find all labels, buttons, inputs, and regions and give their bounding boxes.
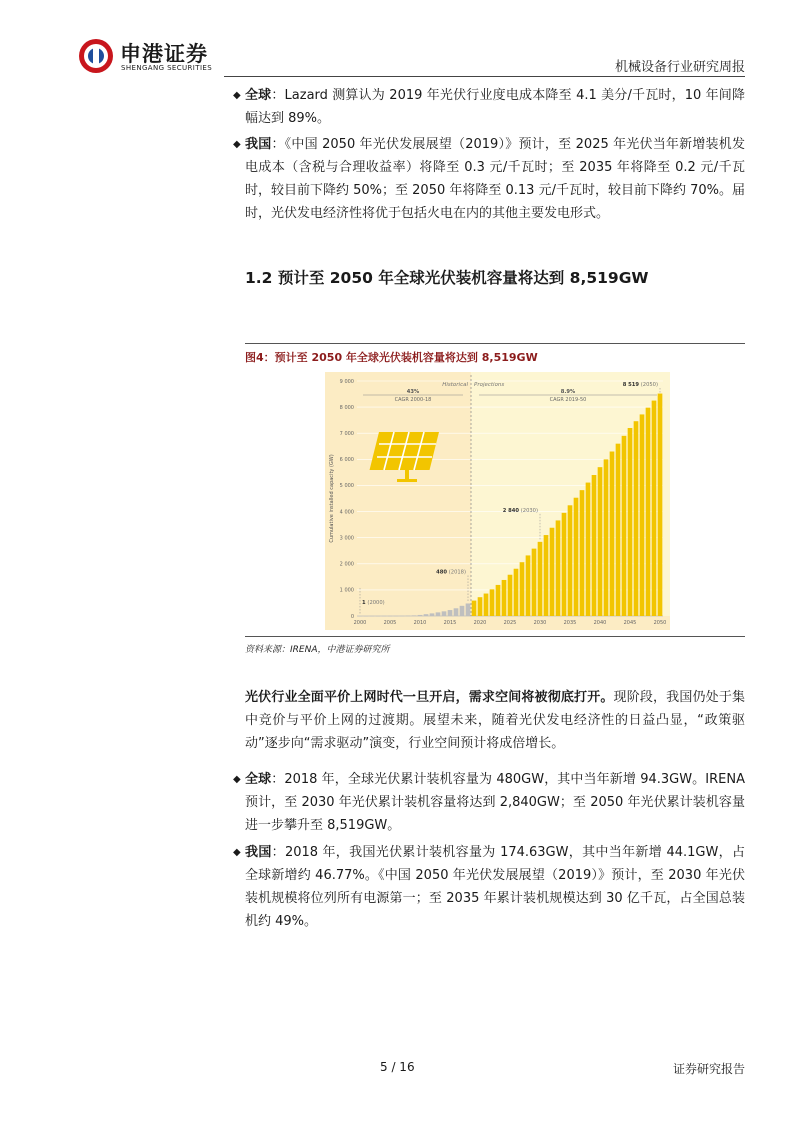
x-tick-label: 2020 bbox=[473, 620, 487, 626]
bullet-text: ：《中国 2050 年光伏发展展望（2019）》预计，至 2025 年光伏当年新增装机发电成本（含税与合理收益率）将降至 0.3 元/千瓦时；至 2035 年将降至 0.2 元/千瓦时，较目前下降约 50%；至 2050 年将降至 0.13 元/千瓦时，较目前下降约 70%。届时，光伏发电经济性将优于包括火电在内的其他主要发电形式。 bbox=[245, 137, 745, 221]
logo-english-name: SHENGANG SECURITIES bbox=[121, 64, 213, 72]
bar-2019 bbox=[472, 601, 477, 616]
bar-2032 bbox=[550, 528, 555, 616]
y-axis-label: Cumulative installed capacity (GW) bbox=[329, 454, 335, 543]
bullet-china-cost bbox=[233, 133, 745, 225]
bar-2015 bbox=[448, 610, 453, 616]
bar-2041 bbox=[604, 459, 609, 616]
bar-2014 bbox=[442, 611, 447, 616]
y-tick-label: 0 bbox=[350, 613, 354, 620]
bar-2049 bbox=[652, 401, 657, 616]
bar-2035 bbox=[568, 505, 573, 616]
bar-2027 bbox=[520, 562, 525, 616]
y-tick-label: 7 000 bbox=[339, 431, 354, 438]
y-tick-label: 4 000 bbox=[339, 509, 354, 516]
cagr-label: CAGR 2019-50 bbox=[549, 397, 587, 403]
y-tick-label: 2 000 bbox=[339, 561, 354, 568]
x-tick-label: 2050 bbox=[653, 620, 667, 626]
projections-label: Projections bbox=[474, 382, 505, 388]
x-tick-label: 2025 bbox=[503, 620, 517, 626]
y-tick-label: 9 000 bbox=[339, 378, 354, 385]
cagr-value: 43% bbox=[406, 389, 420, 395]
bar-2044 bbox=[622, 436, 627, 616]
bar-2004 bbox=[382, 616, 387, 617]
figure-source: 资料来源：IRENA，中港证券研究所 bbox=[245, 645, 390, 655]
bar-2013 bbox=[436, 612, 441, 616]
bar-2047 bbox=[640, 414, 645, 616]
bar-2007 bbox=[400, 616, 405, 617]
figure-caption: 图4：预计至 2050 年全球光伏装机容量将达到 8,519GW bbox=[245, 351, 538, 364]
bar-2036 bbox=[574, 498, 579, 616]
bullet-icon: ◆ bbox=[233, 847, 241, 858]
bar-2020 bbox=[478, 597, 483, 616]
bar-2022 bbox=[490, 589, 495, 616]
x-tick-label: 2015 bbox=[443, 620, 457, 626]
y-tick-label: 1 000 bbox=[339, 587, 354, 594]
historical-label: Historical bbox=[442, 382, 468, 388]
bar-2011 bbox=[424, 614, 429, 616]
logo-name: 申港证券 bbox=[120, 42, 208, 66]
bullet-label: 我国 bbox=[245, 845, 272, 860]
annotation-label: 8 519 (2050) bbox=[622, 382, 658, 388]
bar-2008 bbox=[406, 616, 411, 617]
bar-2042 bbox=[610, 452, 615, 617]
bar-2005 bbox=[388, 616, 393, 617]
bar-2010 bbox=[418, 615, 423, 616]
bar-2039 bbox=[592, 475, 597, 616]
capacity-chart bbox=[325, 372, 670, 630]
bar-2025 bbox=[508, 575, 513, 616]
bullet-icon: ◆ bbox=[233, 774, 241, 785]
bar-2024 bbox=[502, 580, 507, 616]
market-outlook-paragraph bbox=[245, 686, 745, 755]
bullet-icon: ◆ bbox=[233, 90, 241, 101]
x-tick-label: 2000 bbox=[353, 620, 367, 626]
bar-2016 bbox=[454, 608, 459, 616]
bar-2048 bbox=[646, 408, 651, 616]
bar-2018 bbox=[466, 603, 471, 616]
bar-2002 bbox=[370, 616, 375, 617]
bar-2023 bbox=[496, 585, 501, 616]
y-tick-label: 5 000 bbox=[339, 483, 354, 490]
header-divider bbox=[224, 76, 745, 77]
logo-icon bbox=[78, 38, 114, 74]
cagr-label: CAGR 2000-18 bbox=[394, 397, 432, 403]
bar-2029 bbox=[532, 549, 537, 616]
figure-top-rule bbox=[245, 343, 745, 344]
bar-2003 bbox=[376, 616, 381, 617]
bar-2006 bbox=[394, 616, 399, 617]
bar-2001 bbox=[364, 616, 369, 617]
bullet-text: ：Lazard 测算认为 2019 年光伏行业度电成本降至 4.1 美分/千瓦时，10 年间降幅达到 89%。 bbox=[245, 88, 745, 126]
paragraph-lead: 光伏行业全面平价上网时代一旦开启，需求空间将被彻底打开。 bbox=[245, 690, 614, 705]
x-tick-label: 2040 bbox=[593, 620, 607, 626]
x-tick-label: 2035 bbox=[563, 620, 577, 626]
bar-2000 bbox=[358, 616, 363, 617]
bullet-text: ：2018 年，我国光伏累计装机容量为 174.63GW，其中当年新增 44.1GW，占全球新增约 46.77%。《中国 2050 年光伏发展展望（2019）》预计，至 2030 年光伏装机规模将位列所有电源第一；至 2035 年累计装机规模达到 30 亿千瓦，占全国总装机约 49%。 bbox=[245, 845, 745, 929]
bar-2045 bbox=[628, 428, 633, 616]
bar-2046 bbox=[634, 421, 639, 616]
bar-2034 bbox=[562, 513, 567, 616]
footer-label: 证券研究报告 bbox=[672, 1062, 745, 1076]
paragraph-body: 现阶段，我国仍处于集中竞价与平价上网的过渡期。展望未来，随着光伏发电经济性的日益凸显，“政策驱动”逐步向“需求驱动”演变，行业空间预计将成倍增长。 bbox=[245, 690, 745, 751]
cagr-value: 8.9% bbox=[560, 389, 576, 395]
bullet-label: 全球 bbox=[245, 88, 272, 103]
bullet-text: ：2018 年，全球光伏累计装机容量为 480GW，其中当年新增 94.3GW。IRENA 预计，至 2030 年光伏累计装机容量将达到 2,840GW；至 2050 年光伏累计装机容量进一步攀升至 8,519GW。 bbox=[245, 772, 745, 833]
bar-2037 bbox=[580, 490, 585, 616]
annotation-label: 480 (2018) bbox=[436, 569, 466, 576]
report-type: 机械设备行业研究周报 bbox=[614, 60, 745, 75]
annotation-label: 2 840 (2030) bbox=[502, 507, 538, 514]
bullet-icon: ◆ bbox=[233, 139, 241, 150]
x-tick-label: 2045 bbox=[623, 620, 637, 626]
x-tick-label: 2010 bbox=[413, 620, 427, 626]
bar-2033 bbox=[556, 520, 561, 616]
bullet-label: 我国 bbox=[245, 137, 272, 152]
bar-2028 bbox=[526, 555, 531, 616]
annotation-label: 1 (2000) bbox=[362, 600, 385, 606]
bullet-label: 全球 bbox=[245, 772, 272, 787]
bar-2040 bbox=[598, 467, 603, 616]
x-tick-label: 2005 bbox=[383, 620, 397, 626]
bar-2031 bbox=[544, 535, 549, 616]
page-number: 5 / 16 bbox=[380, 1060, 415, 1074]
x-tick-label: 2030 bbox=[533, 620, 547, 626]
bar-2009 bbox=[412, 615, 417, 616]
section-title: 1.2 预计至 2050 年全球光伏装机容量将达到 8,519GW bbox=[245, 269, 649, 287]
bar-2012 bbox=[430, 613, 435, 616]
y-tick-label: 8 000 bbox=[339, 404, 354, 411]
bullet-china-capacity bbox=[233, 841, 745, 933]
bar-2017 bbox=[460, 606, 465, 616]
figure-bottom-rule bbox=[245, 636, 745, 637]
bullet-global-cost bbox=[233, 84, 745, 130]
y-tick-label: 3 000 bbox=[339, 535, 354, 542]
bar-2021 bbox=[484, 594, 489, 616]
bar-2038 bbox=[586, 483, 591, 616]
y-tick-label: 6 000 bbox=[339, 457, 354, 464]
bullet-global-capacity bbox=[233, 768, 745, 837]
bar-2050 bbox=[658, 394, 663, 616]
bar-2043 bbox=[616, 444, 621, 616]
bar-2030 bbox=[538, 542, 543, 616]
bar-2026 bbox=[514, 569, 519, 616]
